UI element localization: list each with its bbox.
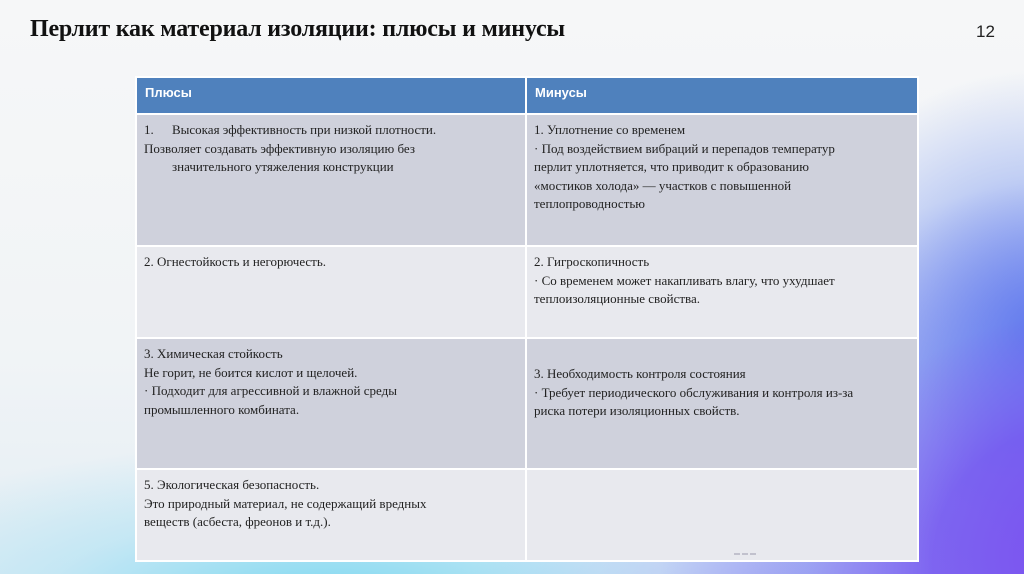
cons-text: · Требует периодического обслуживания и контроля из-за xyxy=(534,384,854,400)
cons-text: риска потери изоляционных свойств. xyxy=(534,403,740,418)
footer-decoration xyxy=(734,553,756,558)
cons-cell-empty xyxy=(526,469,918,561)
cons-item-title: 3. Необходимость контроля состояния xyxy=(534,366,746,381)
cons-text: теплопроводностью xyxy=(534,196,646,211)
pros-text: · Подходит для агрессивной и влажной среды xyxy=(144,383,397,398)
pros-text: Не горит, не боится кислот и щелочей. xyxy=(144,364,358,380)
cons-cell xyxy=(526,246,918,338)
table-row xyxy=(136,338,918,469)
header-cons: Минусы xyxy=(526,77,918,114)
pros-item-title: 3. Химическая стойкость xyxy=(144,346,283,361)
pros-item-title: 5. Экологическая безопасность. xyxy=(144,477,320,492)
table-row xyxy=(136,114,918,246)
pros-cell xyxy=(136,114,526,246)
pros-text: Высокая эффективность при низкой плотности. xyxy=(172,122,437,137)
header-pros: Плюсы xyxy=(136,77,526,114)
pros-item-title: 2. Огнестойкость и негорючесть. xyxy=(144,254,327,269)
cons-text: теплоизоляционные свойства. xyxy=(534,291,701,306)
cons-text: · Под воздействием вибраций и перепадов температур xyxy=(534,140,835,156)
pros-text: Это природный материал, не содержащий вредных xyxy=(144,495,427,511)
pros-text: значительного утяжеления конструкции xyxy=(172,159,394,174)
cons-text: перлит уплотняется, что приводит к образованию xyxy=(534,159,809,174)
pros-text: Позволяет создавать эффективную изоляцию без xyxy=(144,140,415,156)
pros-text: веществ (асбеста, фреонов и т.д.). xyxy=(144,514,331,529)
pros-cell xyxy=(136,246,526,338)
pros-item-title xyxy=(144,121,518,140)
cons-cell xyxy=(526,338,918,469)
slide-title: Перлит как материал изоляции: плюсы и минусы xyxy=(30,16,565,42)
cons-text: · Со временем может накапливать влагу, что ухудшает xyxy=(534,272,835,288)
table-row xyxy=(136,469,918,561)
cons-item-title: 1. Уплотнение со временем xyxy=(534,122,686,137)
pros-cons-table xyxy=(135,76,919,562)
cons-item-title: 2. Гигроскопичность xyxy=(534,254,650,269)
pros-cell xyxy=(136,469,526,561)
cons-cell xyxy=(526,114,918,246)
cons-text: «мостиков холода» — участков с повышенной xyxy=(534,177,792,193)
table-header-row xyxy=(136,77,918,114)
page-number: 12 xyxy=(976,22,995,41)
table-row xyxy=(136,246,918,338)
pros-cell xyxy=(136,338,526,469)
item-number: 1. xyxy=(144,122,154,137)
pros-text: промышленного комбината. xyxy=(144,401,300,417)
